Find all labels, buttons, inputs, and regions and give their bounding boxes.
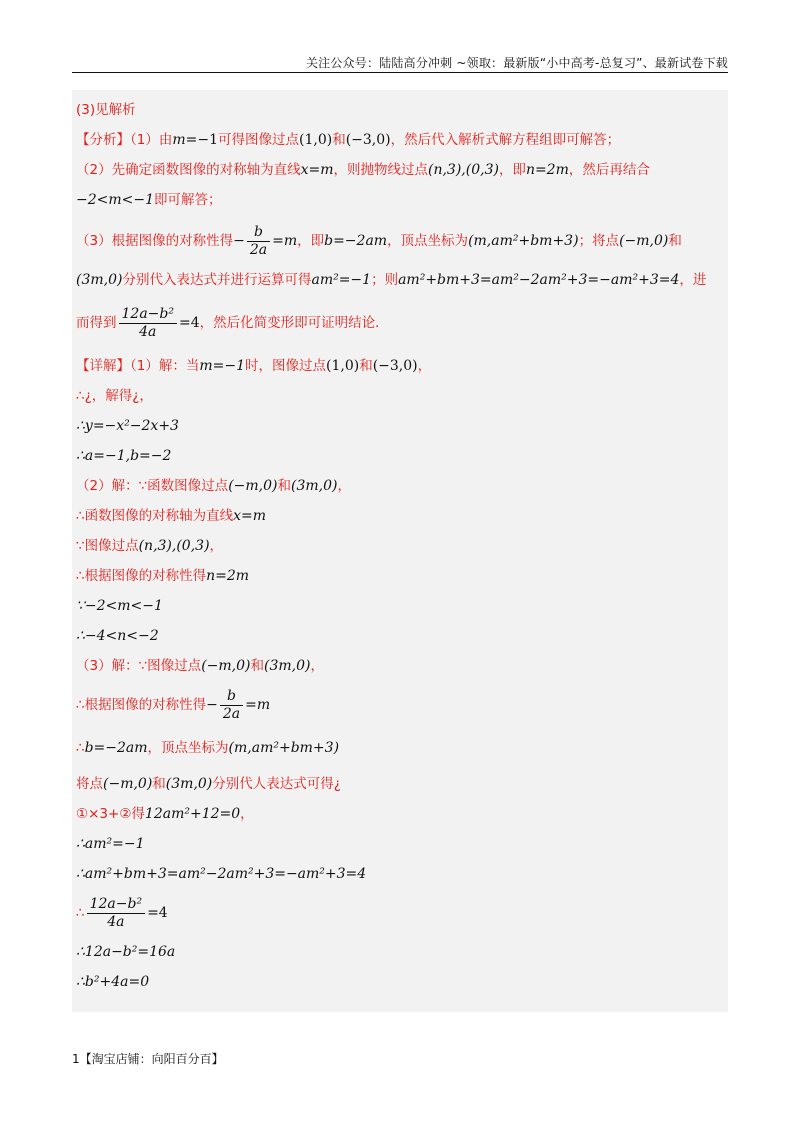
math: (1,0) xyxy=(299,132,333,148)
analysis-line-4 xyxy=(76,221,722,261)
detail-line-8 xyxy=(76,565,722,587)
math: =−1 xyxy=(185,132,218,148)
math: (3m,0) xyxy=(290,478,338,494)
text: ， xyxy=(337,478,351,494)
numerator: b xyxy=(247,224,270,242)
denominator: 4a xyxy=(139,323,157,340)
math: b=−2am xyxy=(84,740,148,756)
math: n=2m xyxy=(525,162,569,178)
math: ∴a=−1,b=−2 xyxy=(76,448,172,464)
detail-line-6 xyxy=(76,505,722,527)
text: 和 xyxy=(152,776,166,792)
detail-line-5 xyxy=(76,475,722,497)
text: ∴根据图像的对称性得 xyxy=(76,568,207,584)
math: ∴am²+bm+3=am²−2am²+3=−am²+3=4 xyxy=(76,866,367,882)
text: ， xyxy=(310,658,324,674)
detail-line-17 xyxy=(76,863,722,885)
math: (−m,0) xyxy=(619,233,669,249)
text: （3）解：∵图像过点 xyxy=(76,658,202,674)
text: ∴¿，解得¿， xyxy=(76,388,153,404)
math: m=−1 xyxy=(199,358,245,374)
math: (3m,0) xyxy=(76,272,123,288)
minus-sign: − xyxy=(233,233,245,249)
text: ，即 xyxy=(297,233,325,249)
text: ，进 xyxy=(679,272,707,288)
minus-sign: − xyxy=(206,697,218,713)
math: (m,am²+bm+3) xyxy=(468,233,579,249)
math: =m xyxy=(245,697,271,713)
fraction xyxy=(247,224,270,259)
denominator: 4a xyxy=(107,913,125,930)
math: =4 xyxy=(178,315,200,331)
math: (1,0) xyxy=(326,358,360,374)
math: (n,3),(0,3) xyxy=(428,162,499,178)
math: (−m,0) xyxy=(103,776,153,792)
math: =m xyxy=(272,233,298,249)
math: (−m,0) xyxy=(201,658,251,674)
math: −2<m<−1 xyxy=(76,192,155,208)
math: ∴12a−b²=16a xyxy=(76,944,176,960)
denominator: 2a xyxy=(249,241,268,258)
text: 和 xyxy=(359,358,373,374)
text: ；将点 xyxy=(578,233,620,249)
math: (n,3),(0,3) xyxy=(138,538,210,554)
text: ∴ xyxy=(76,905,85,921)
text: ， xyxy=(417,358,432,374)
text: ∴根据图像的对称性得 xyxy=(76,697,207,713)
detail-line-13 xyxy=(76,737,722,759)
text: ；则 xyxy=(371,272,399,288)
detail-line-12 xyxy=(76,685,722,725)
text: 时，图像过点 xyxy=(245,358,326,374)
text: 分别代人表达式可得¿ xyxy=(212,776,341,792)
math: am²=−1 xyxy=(311,272,372,288)
text: 和 xyxy=(250,658,264,674)
detail-line-15 xyxy=(76,803,722,825)
analysis-line-5 xyxy=(76,269,722,291)
text: ，然后化简变形即可证明结论． xyxy=(199,315,389,331)
detail-line-9 xyxy=(76,595,722,617)
analysis-line-6 xyxy=(76,303,722,343)
detail-line-20 xyxy=(76,971,722,993)
detail-line-7 xyxy=(76,535,722,557)
text: （2）先确定函数图像的对称轴为直线 xyxy=(76,162,301,178)
math: ∴−4<n<−2 xyxy=(76,628,159,644)
math: 12am²+12=0 xyxy=(144,806,241,822)
denominator: 2a xyxy=(222,705,241,722)
detail-line-19 xyxy=(76,941,722,963)
answer-part-3 xyxy=(76,99,722,121)
text: ， xyxy=(240,806,254,822)
text: 而得到 xyxy=(76,315,117,331)
text: ，然后代入解析式解方程组即可解答； xyxy=(390,132,621,148)
text: ，然后再结合 xyxy=(568,162,650,178)
text: ①×3+②得 xyxy=(76,806,145,822)
math: (−m,0) xyxy=(228,478,278,494)
math: =4 xyxy=(147,905,168,921)
math: am²+bm+3=am²−2am²+3=−am²+3=4 xyxy=(398,272,680,288)
page-header: 关注公众号：陆陆高分冲刺 ~领取：最新版“小中高考-总复习”、最新试卷下载 xyxy=(305,56,728,70)
text: 和 xyxy=(277,478,291,494)
analysis-line-2 xyxy=(76,159,722,181)
page-footer: 1【淘宝店铺：向阳百分百】 xyxy=(72,1052,224,1066)
math: ∴y=−x²−2x+3 xyxy=(76,418,179,434)
text: （2）解：∵函数图像过点 xyxy=(76,478,229,494)
text: 即可解答； xyxy=(154,192,222,208)
detail-line-11 xyxy=(76,655,722,677)
numerator: 12a−b² xyxy=(119,306,177,324)
math: x=m xyxy=(300,162,334,178)
numerator: 12a−b² xyxy=(87,896,145,914)
math: ∴b²+4a=0 xyxy=(76,974,150,990)
solution-block xyxy=(72,90,728,1012)
detail-line-14 xyxy=(76,773,722,795)
math: (−3,0) xyxy=(372,358,418,374)
analysis-line-3 xyxy=(76,189,722,211)
text: 和 xyxy=(332,132,346,148)
text: 可得图像过点 xyxy=(218,132,299,148)
fraction xyxy=(87,896,145,931)
text: ∵图像过点 xyxy=(76,538,139,554)
numerator: b xyxy=(220,688,243,706)
detail-line-16 xyxy=(76,833,722,855)
analysis-label: 【分析】（1）由 xyxy=(76,132,173,148)
text: （3）根据图像的对称性得 xyxy=(76,233,234,249)
text: 分别代入表达式并进行运算可得 xyxy=(122,272,312,288)
text: ，顶点坐标为 xyxy=(387,233,469,249)
detail-line-3 xyxy=(76,415,722,437)
text: ，则抛物线过点 xyxy=(333,162,428,178)
math: (3m,0) xyxy=(165,776,213,792)
text: 【详解】（1）解：当 xyxy=(76,358,200,374)
math: x=m xyxy=(233,508,266,524)
analysis-line-1 xyxy=(76,129,722,151)
text: ∴ xyxy=(76,740,85,756)
detail-line-18 xyxy=(76,893,722,933)
math: ∵−2<m<−1 xyxy=(76,598,163,614)
math: m xyxy=(172,132,186,148)
detail-line-10 xyxy=(76,625,722,647)
text: 和 xyxy=(668,233,682,249)
detail-line-2 xyxy=(76,385,722,407)
answer-text: (3)见解析 xyxy=(76,102,136,118)
detail-line-1 xyxy=(76,355,722,377)
text: ，即 xyxy=(498,162,526,178)
fraction xyxy=(220,688,243,723)
math: ∴am²=−1 xyxy=(76,836,145,852)
header-rule xyxy=(72,72,728,73)
detail-line-4 xyxy=(76,445,722,467)
math: n=2m xyxy=(206,568,250,584)
math: (m,am²+bm+3) xyxy=(228,740,340,756)
math: (3m,0) xyxy=(263,658,311,674)
fraction xyxy=(119,306,177,341)
text: ，顶点坐标为 xyxy=(147,740,229,756)
text: ∴函数图像的对称轴为直线 xyxy=(76,508,234,524)
math: b=−2am xyxy=(324,233,388,249)
text: 将点 xyxy=(76,776,103,792)
math: (−3,0) xyxy=(345,132,391,148)
text: ， xyxy=(209,538,224,554)
